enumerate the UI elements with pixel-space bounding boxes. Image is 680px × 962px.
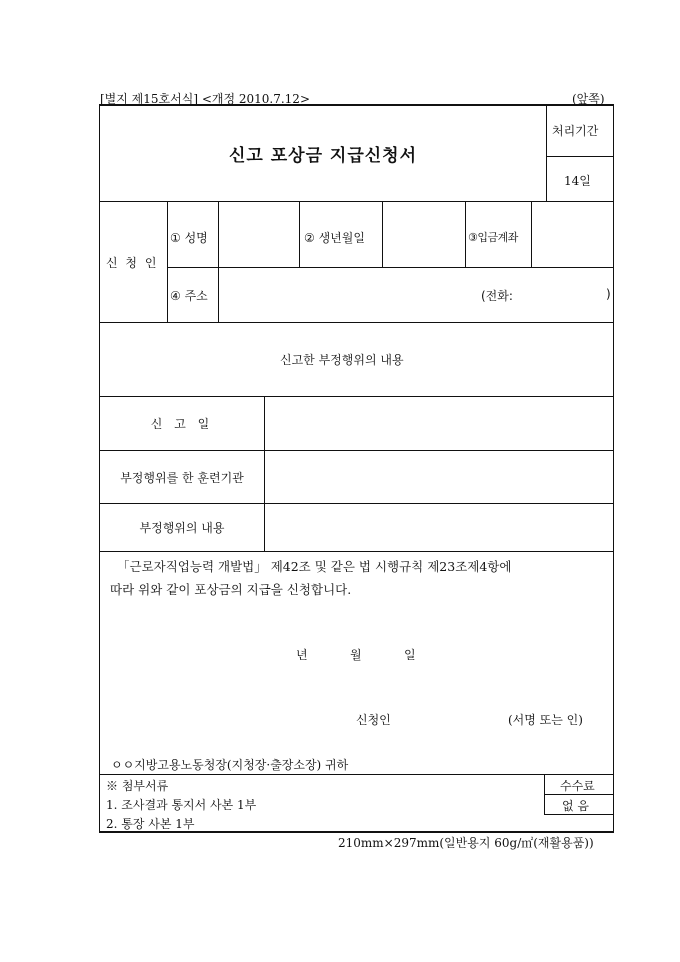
applicant-label-divider bbox=[167, 201, 168, 322]
signature-label: (서명 또는 인) bbox=[508, 713, 583, 727]
form-right-border bbox=[613, 104, 614, 832]
birth-label: ② 생년월일 bbox=[304, 231, 365, 245]
paper-size-footer: 210mm×297mm(일반용지 60g/㎡(재활용품)) bbox=[338, 836, 594, 850]
fee-value: 없 음 bbox=[562, 799, 589, 813]
misconduct-bottom-rule bbox=[99, 551, 614, 552]
fee-label: 수수료 bbox=[560, 779, 595, 793]
misconduct-label: 부정행위의 내용 bbox=[139, 521, 225, 535]
content-section-header: 신고한 부정행위의 내용 bbox=[280, 353, 404, 367]
address-input[interactable] bbox=[219, 268, 469, 321]
form-number: [별지 제15호서식] <개정 2010.7.12> bbox=[100, 92, 310, 106]
processing-period-value: 14일 bbox=[564, 174, 591, 188]
misconduct-label-cell bbox=[100, 504, 264, 551]
statement-bottom-rule bbox=[99, 774, 614, 775]
institution-label: 부정행위를 한 훈련기관 bbox=[120, 470, 244, 485]
birth-divider-left bbox=[299, 201, 300, 267]
signer-label: 신청인 bbox=[356, 713, 391, 727]
institution-label-cell bbox=[100, 451, 264, 503]
account-input[interactable] bbox=[532, 202, 612, 266]
processing-row-divider bbox=[546, 156, 613, 157]
statement-line-1: 「근로자직업능력 개발법」 제42조 및 같은 법 시행규칙 제23조제4항에 bbox=[117, 559, 512, 574]
processing-divider bbox=[546, 105, 547, 201]
date-day-label: 일 bbox=[404, 648, 416, 662]
date-month-label: 월 bbox=[350, 648, 362, 662]
page-side-label: (앞쪽) bbox=[572, 92, 605, 106]
misconduct-input[interactable] bbox=[265, 504, 613, 551]
statement-line-2: 따라 위와 같이 포상금의 지급을 신청합니다. bbox=[110, 582, 352, 597]
address-label: ④ 주소 bbox=[170, 289, 208, 303]
addressee: ㅇㅇ지방고용노동청장(지청장·출장소장) 귀하 bbox=[111, 758, 349, 772]
applicant-bottom-rule bbox=[99, 322, 614, 323]
fee-row-divider bbox=[544, 794, 614, 795]
account-divider-left bbox=[465, 201, 466, 267]
name-label: ① 성명 bbox=[170, 231, 208, 245]
form-title: 신고 포상금 지급신청서 bbox=[228, 145, 418, 166]
name-input[interactable] bbox=[219, 202, 298, 266]
processing-period-label: 처리기간 bbox=[552, 124, 599, 138]
birth-input[interactable] bbox=[383, 202, 464, 266]
report-date-input[interactable] bbox=[265, 397, 613, 450]
account-label: ③입금계좌 bbox=[468, 231, 518, 244]
title-cell bbox=[100, 105, 546, 201]
attachment-item: 1. 조사결과 통지서 사본 1부 bbox=[106, 798, 257, 812]
report-date-label: 신 고 일 bbox=[150, 417, 214, 431]
signer-name-input[interactable] bbox=[404, 708, 500, 728]
report-date-label-cell bbox=[100, 397, 264, 450]
phone-input[interactable] bbox=[522, 268, 602, 321]
fee-bottom-rule bbox=[544, 814, 614, 815]
attachment-item: 2. 통장 사본 1부 bbox=[106, 817, 195, 831]
attachments-title: ※ 첨부서류 bbox=[106, 779, 169, 793]
phone-close-paren: ) bbox=[606, 287, 611, 301]
institution-input[interactable] bbox=[265, 451, 613, 503]
applicant-section-label: 신 청 인 bbox=[106, 256, 159, 270]
date-year-label: 년 bbox=[296, 648, 308, 662]
phone-label: (전화: bbox=[481, 289, 513, 303]
